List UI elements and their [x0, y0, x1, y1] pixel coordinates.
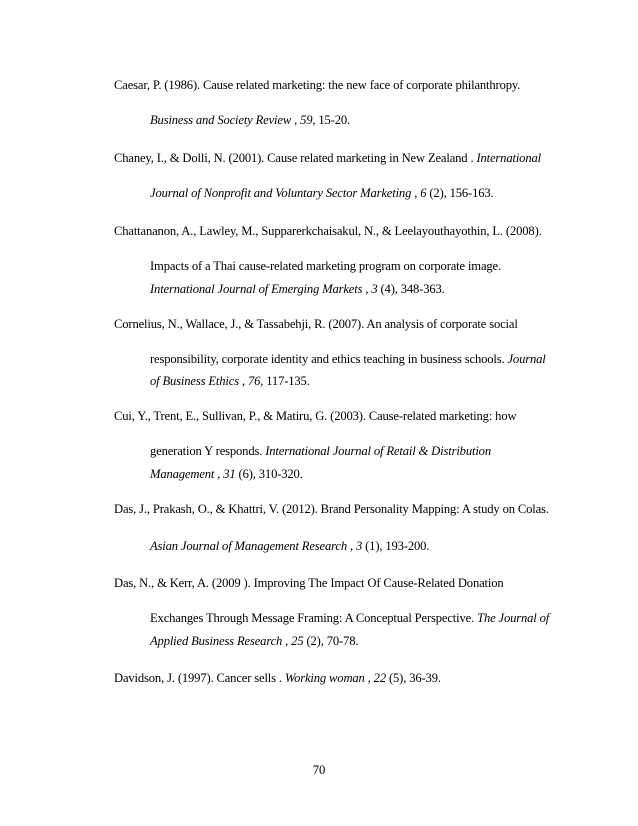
- citation-text: Caesar, P. (1986). Cause related marketing: the new face of corporate philanthropy.: [114, 78, 521, 92]
- reference-first-line: [114, 317, 518, 332]
- citation-text: (5), 36-39.: [385, 671, 441, 685]
- citation-text: (1), 193-200.: [362, 539, 430, 553]
- italic-citation-text: International Journal of Emerging Markets , 3: [150, 282, 378, 296]
- page-number: 70: [312, 763, 326, 777]
- reference-continuation-line: [150, 259, 501, 274]
- citation-text: Davidson, J. (1997). Cancer sells .: [114, 671, 285, 685]
- citation-text: Das, J., Prakash, O., & Khattri, V. (2012). Brand Personality Mapping: A study on Colas.: [114, 502, 549, 516]
- reference-first-line: [114, 671, 441, 686]
- italic-citation-text: Working woman , 22: [284, 671, 386, 685]
- citation-text: Das, N., & Kerr, A. (2009 ). Improving The Impact Of Cause-Related Donation: [114, 576, 504, 590]
- reference-continuation-line: [150, 352, 546, 367]
- italic-citation-text: Applied Business Research , 25: [150, 634, 304, 648]
- reference-continuation-line: [150, 444, 491, 459]
- reference-continuation-line: [150, 467, 303, 482]
- reference-continuation-line: [150, 634, 358, 649]
- reference-continuation-line: [150, 186, 494, 201]
- citation-text: Chattananon, A., Lawley, M., Supparerkchaisakul, N., & Leelayouthayothin, L. (2008).: [114, 224, 542, 238]
- citation-text: responsibility, corporate identity and ethics teaching in business schools.: [150, 352, 508, 366]
- italic-citation-text: International: [476, 151, 541, 165]
- citation-text: , 117-135.: [260, 374, 310, 388]
- reference-continuation-line: [150, 374, 310, 389]
- citation-text: Exchanges Through Message Framing: A Conceptual Perspective.: [150, 611, 478, 625]
- reference-first-line: [114, 409, 516, 424]
- italic-citation-text: Journal of Nonprofit and Voluntary Sector Marketing , 6: [150, 186, 427, 200]
- italic-citation-text: of Business Ethics , 76: [150, 374, 261, 388]
- reference-first-line: [114, 78, 520, 93]
- citation-text: Cornelius, N., Wallace, J., & Tassabehji, R. (2007). An analysis of corporate social: [114, 317, 518, 331]
- italic-citation-text: Journal: [507, 352, 546, 366]
- italic-citation-text: Asian Journal of Management Research , 3: [150, 539, 363, 553]
- citation-text: (6), 310-320.: [235, 467, 303, 481]
- citation-text: (2), 70-78.: [303, 634, 359, 648]
- citation-text: Chaney, I., & Dolli, N. (2001). Cause related marketing in New Zealand .: [114, 151, 477, 165]
- reference-continuation-line: [150, 539, 429, 554]
- reference-first-line: [114, 224, 542, 239]
- reference-continuation-line: [150, 282, 445, 297]
- reference-continuation-line: [150, 113, 350, 128]
- citation-text: generation Y responds.: [150, 444, 266, 458]
- reference-first-line: [114, 502, 549, 517]
- citation-text: Cui, Y., Trent, E., Sullivan, P., & Matiru, G. (2003). Cause-related marketing: how: [114, 409, 517, 423]
- italic-citation-text: Business and Society Review , 59: [150, 113, 313, 127]
- reference-first-line: [114, 151, 541, 166]
- italic-citation-text: Management , 31: [150, 467, 236, 481]
- italic-citation-text: The Journal of: [477, 611, 550, 625]
- reference-continuation-line: [150, 611, 549, 626]
- citation-text: (4), 348-363.: [377, 282, 445, 296]
- citation-text: (2), 156-163.: [426, 186, 494, 200]
- italic-citation-text: International Journal of Retail & Distribution: [265, 444, 491, 458]
- citation-text: , 15-20.: [312, 113, 351, 127]
- citation-text: Impacts of a Thai cause-related marketing program on corporate image.: [150, 259, 501, 273]
- reference-first-line: [114, 576, 504, 591]
